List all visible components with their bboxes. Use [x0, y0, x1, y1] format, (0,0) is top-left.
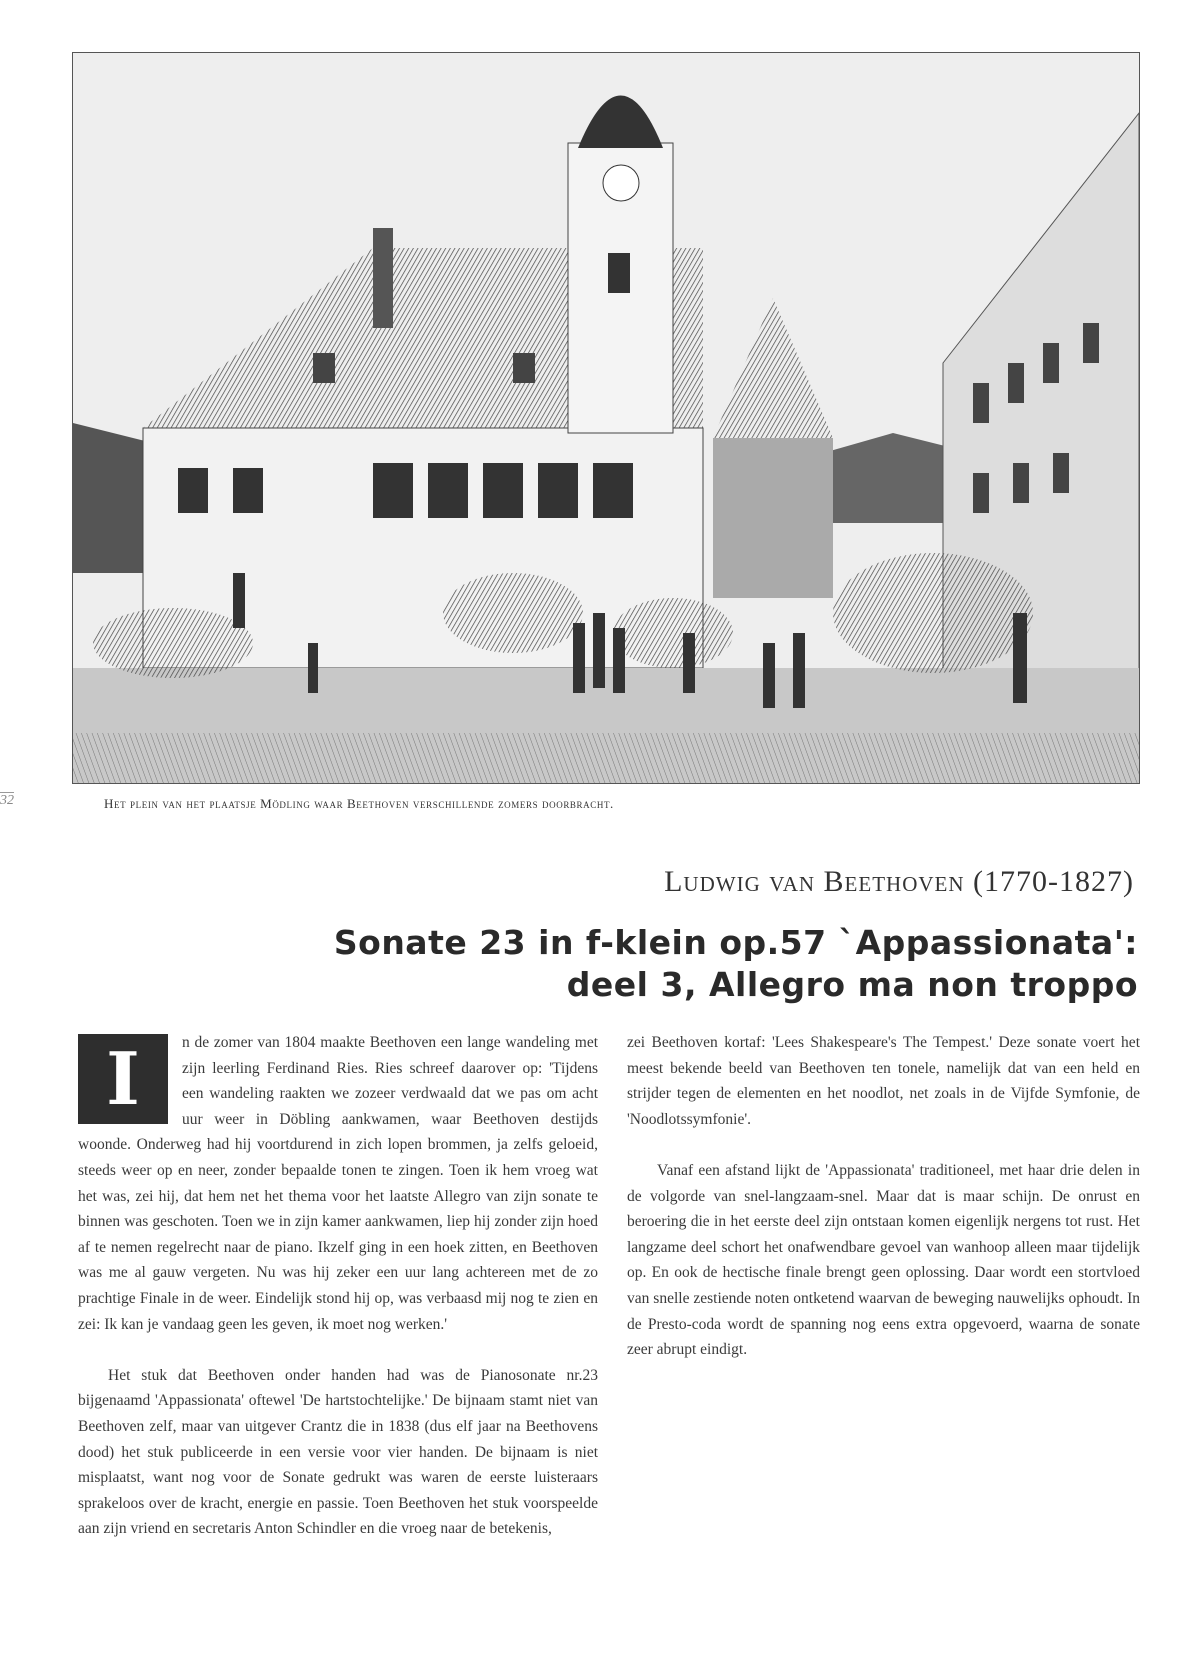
composer-heading: Ludwig van Beethoven (1770-1827): [664, 865, 1134, 898]
work-title-line-2: deel 3, Allegro ma non troppo: [566, 965, 1138, 1004]
work-title: [334, 922, 1138, 1006]
town-square-engraving: [72, 52, 1140, 784]
article-column-left: [78, 1030, 598, 1542]
article-paragraph: Vanaf een afstand lijkt de 'Appassionata' traditioneel, met haar drie delen in de volgorde van snel-langzaam-snel. Maar dat is maar schijn. De onrust en beroering die in het eerste deel zijn ontstaan komen eigenlijk nergens tot rust. Het langzame deel schort het onafwendbare gevoel van wanhoop alleen maar tijdelijk op. En ook de hectische finale brengt geen oplossing. Daar wordt een stortvloed van snelle zestiende noten ontketend waarvan de beweging nauwelijks ophoudt. In de Presto-coda wordt de spanning nog eens extra opgevoerd, waarna de sonate zeer abrupt eindigt.: [627, 1161, 1140, 1359]
drop-cap: I: [78, 1034, 168, 1124]
paragraph-text: n de zomer van 1804 maakte Beethoven een lange wandeling met zijn leerling Ferdinand Ries. Ries schreef daarover op: 'Tijdens een wandeling raakten we zozeer verdwaald dat we pas om acht uur weer in Döbling aankwamen, waar Beethoven destijds woonde. Onderweg had hij voortdurend in zich lopen brommen, ja zelfs geloeid, steeds weer op en neer, zonder bepaalde tonen te zingen. Toen ik hem vroeg wat het was, zei hij, dat hem net het thema voor het laatste Allegro van zijn sonate te binnen was geschoten. Toen we in zijn kamer aankwamen, liep hij zonder zijn hoed af te nemen regelrecht naar de piano. Ikzelf ging in een hoek zitten, en Beethoven was me al gauw vergeten. Nu was hij zeker een uur lang achtereen met de zo prachtige Finale in de weer. Eindelijk stond hij op, was verbaasd mij nog te zien en zei: Ik kan je vandaag geen les geven, ik moet nog werken.': [78, 1034, 598, 1333]
article-column-right: [627, 1030, 1140, 1363]
work-title-line-1: Sonate 23 in f-klein op.57 `Appassionata':: [333, 923, 1138, 962]
page-number: 32: [0, 793, 14, 808]
article-paragraph: zei Beethoven kortaf: 'Lees Shakespeare's The Tempest.' Deze sonate voert het meest bekende beeld van Beethoven ten tonele, namelijk dat van een held en strijder tegen de elementen en het noodlot, net zoals in de Vijfde Symfonie, de 'Noodlotssymfonie'.: [627, 1034, 1140, 1128]
engraving-image: [73, 53, 1139, 783]
article-paragraph: [78, 1030, 598, 1337]
article-paragraph: Het stuk dat Beethoven onder handen had was de Pianosonate nr.23 bijgenaamd 'Appassionata' oftewel 'De hartstochtelijke.' De bijnaam stamt niet van Beethoven zelf, maar van uitgever Crantz die in 1838 (dus elf jaar na Beethovens dood) het stuk publiceerde in een versie voor vier handen. De bijnaam is niet misplaatst, want nog voor de Sonate gedrukt was waren de eerste luisteraars sprakeloos over de kracht, energie en passie. Toen Beethoven het stuk voorspeelde aan zijn vriend en secretaris Anton Schindler en die vroeg naar de betekenis,: [78, 1366, 598, 1538]
figure-caption: Het plein van het plaatsje Mödling waar Beethoven verschillende zomers doorbracht.: [104, 796, 614, 811]
